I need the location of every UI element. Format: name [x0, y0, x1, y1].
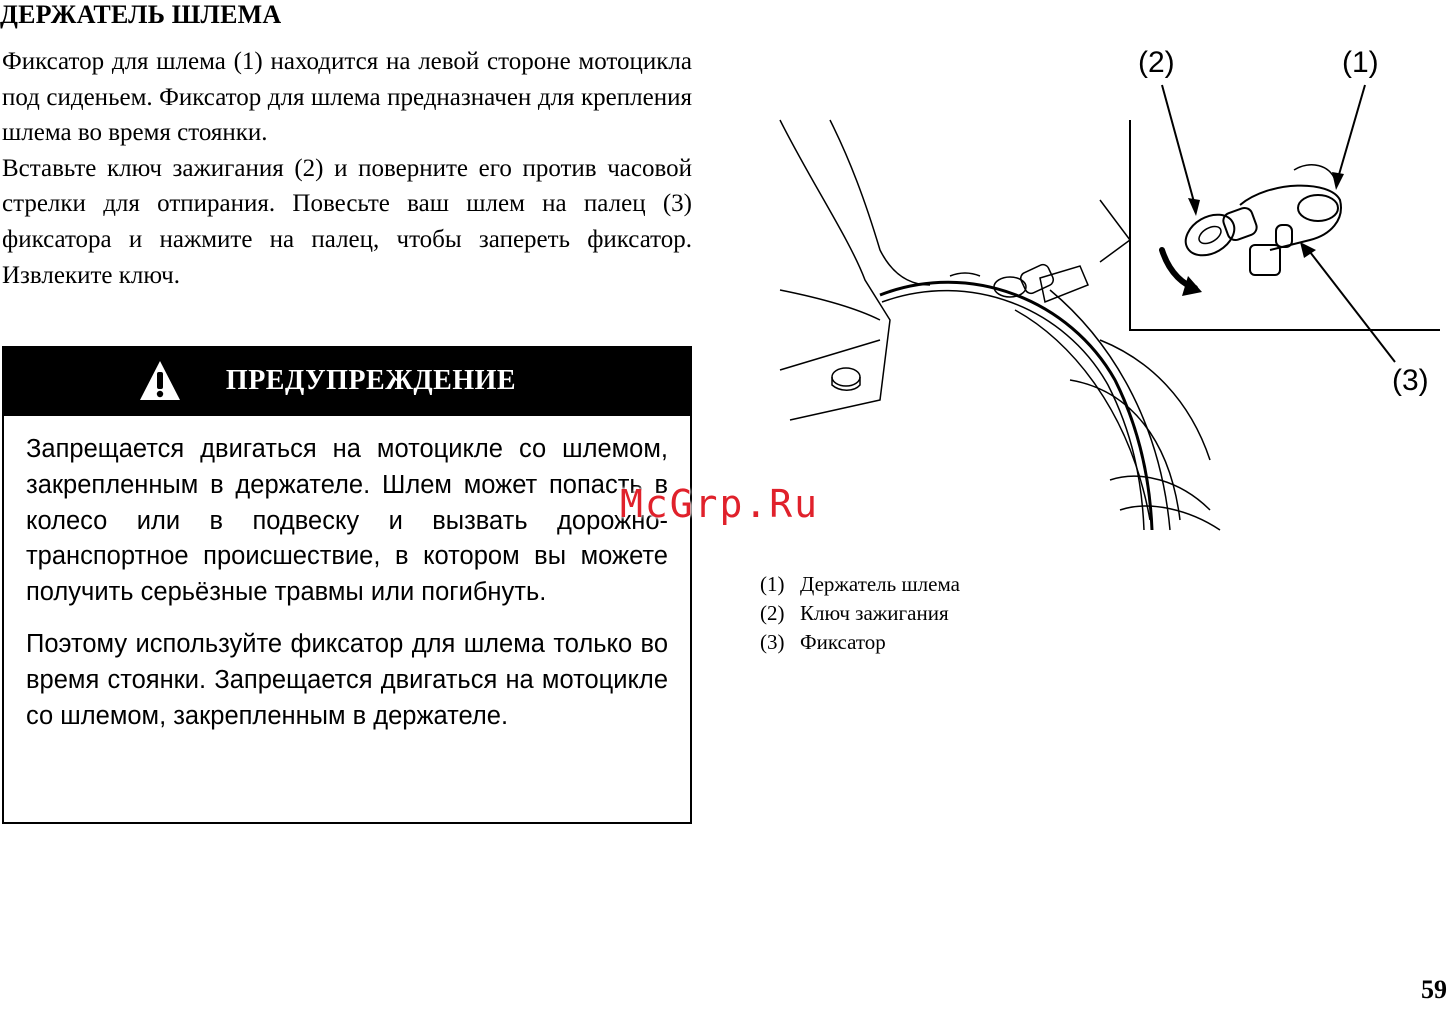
- helmet-holder-illustration: [770, 40, 1450, 540]
- legend-item: [760, 628, 960, 657]
- callout-1: (1): [1342, 46, 1379, 79]
- warning-header: [4, 348, 690, 416]
- watermark: McGrp.Ru: [620, 482, 820, 526]
- legend-number: (3): [760, 630, 785, 654]
- helmet-holder-figure: [770, 40, 1450, 540]
- legend-number: (1): [760, 572, 785, 596]
- figure-legend: [760, 570, 960, 657]
- legend-label: Фиксатор: [800, 630, 886, 654]
- warning-paragraph-2: Поэтому используйте фиксатор для шлема только во время стоянки. Запрещается двигаться на мотоцикле со шлемом, закрепленным в держателе.: [26, 629, 668, 730]
- legend-item: [760, 599, 960, 628]
- page-number: 59: [1421, 975, 1447, 1004]
- body-paragraph-2: Вставьте ключ зажигания (2) и поверните его против часовой стрелки для отпирания. Повесьте ваш шлем на палец (3) фиксатора и нажмите на палец, чтобы запереть фиксатор. Извлеките ключ.: [2, 154, 692, 289]
- warning-title: ПРЕДУПРЕЖДЕНИЕ: [225, 365, 517, 396]
- legend-label: Держатель шлема: [800, 572, 960, 596]
- warning-body: [4, 416, 690, 734]
- warning-box: [2, 346, 692, 824]
- callout-2: (2): [1138, 46, 1175, 79]
- body-text: [2, 44, 692, 293]
- warning-triangle-icon: [138, 359, 182, 403]
- legend-label: Ключ зажигания: [800, 601, 949, 625]
- warning-paragraph-1: Запрещается двигаться на мотоцикле со шлемом, закрепленным в держателе. Шлем может попасть в колесо или в подвеску и вызвать дорожно-транспортное происшествие, в котором вы можете получить серьёзные травмы или погибнуть.: [26, 435, 668, 607]
- legend-item: [760, 570, 960, 599]
- body-paragraph-1: Фиксатор для шлема (1) находится на левой стороне мотоцикла под сиденьем. Фиксатор для шлема предназначен для крепления шлема во время стоянки.: [2, 48, 692, 147]
- legend-number: (2): [760, 601, 785, 625]
- section-title: ДЕРЖАТЕЛЬ ШЛЕМА: [0, 0, 282, 29]
- callout-3: (3): [1392, 364, 1429, 397]
